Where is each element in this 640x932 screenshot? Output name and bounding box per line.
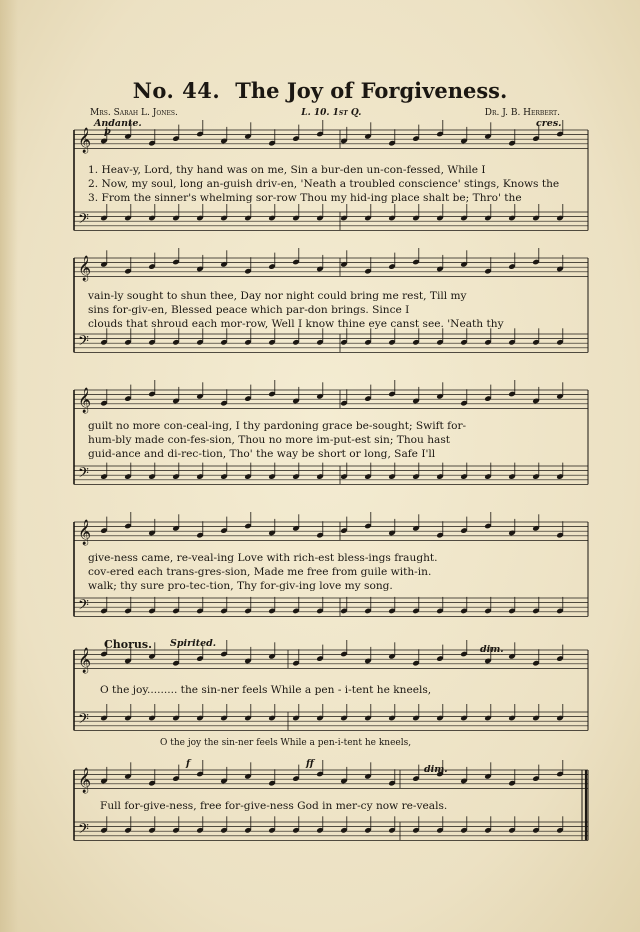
treble-clef: 𝄞 (78, 128, 92, 153)
lyric-line: 3. From the sinner's whelming sor-row Thou my hid-ing place shalt be; Thro' the (88, 192, 522, 204)
lyric-line: clouds that shroud each mor-row, Well I know thine eye canst see. 'Neath thy (88, 318, 504, 330)
lyricist: Mrs. Sarah L. Jones. (90, 108, 178, 118)
dynamic-f: f (186, 758, 191, 769)
bass-clef: 𝄢 (78, 597, 89, 617)
bass-clef: 𝄢 (78, 821, 89, 841)
dynamic-ff: ff (306, 758, 314, 769)
tempo-andante: Andante. (94, 118, 142, 129)
hymn-number: No. 44. (132, 78, 221, 103)
tempo-spirited: Spirited. (170, 638, 217, 649)
dim-mark: dim. (480, 644, 504, 655)
treble-clef: 𝄞 (78, 768, 92, 793)
chorus-bass-lyric: O the joy the sin-ner feels While a pen-i-tent he kneels, (160, 738, 412, 748)
lyric-line: walk; thy sure pro-tec-tion, Thy for-giv-ing love my song. (88, 580, 393, 592)
bass-clef: 𝄢 (78, 711, 89, 731)
bass-clef: 𝄢 (78, 465, 89, 485)
chorus-lyric-2: Full for-give-ness, free for-give-ness God in mer-cy now re-veals. (100, 800, 448, 812)
lyric-line: 2. Now, my soul, long an-guish driv-en, 'Neath a troubled conscience' stings, Knows the (88, 178, 560, 190)
lyric-line: guid-ance and di-rec-tion, Tho' the way be short or long, Safe I'll (88, 448, 436, 460)
composer: Dr. J. B. Herbert. (484, 108, 560, 118)
chorus-lyric: O the joy......... the sin-ner feels While a pen - i-tent he kneels, (100, 684, 432, 696)
treble-clef: 𝄞 (78, 388, 92, 413)
lyric-line: cov-ered each trans-gres-sion, Made me free from guile with-in. (88, 566, 432, 578)
bass-clef: 𝄢 (78, 211, 89, 231)
meter-label: L. 10. 1st Q. (301, 108, 362, 118)
dim-mark-2: dim. (424, 764, 448, 775)
treble-clef: 𝄞 (78, 256, 92, 281)
chorus-label: Chorus. (104, 638, 152, 651)
treble-clef: 𝄞 (78, 520, 92, 545)
lyric-line: hum-bly made con-fes-sion, Thou no more im-put-est sin; Thou hast (88, 434, 451, 446)
lyric-line: guilt no more con-ceal-ing, I thy pardoning grace be-sought; Swift for- (88, 420, 467, 432)
lyric-line: vain-ly sought to shun thee, Day nor night could bring me rest, Till my (88, 290, 467, 302)
dynamic-p: p (104, 126, 111, 137)
lyric-line: 1. Heav-y, Lord, thy hand was on me, Sin a bur-den un-con-fessed, While I (88, 164, 486, 176)
hymn-title: The Joy of Forgiveness. (235, 78, 508, 103)
treble-clef: 𝄞 (78, 648, 92, 673)
lyric-line: give-ness came, re-veal-ing Love with rich-est bless-ings fraught. (88, 552, 438, 564)
bass-clef: 𝄢 (78, 333, 89, 353)
lyric-line: sins for-giv-en, Blessed peace which par-don brings. Since I (88, 304, 410, 316)
cres-mark: cres. (536, 118, 562, 129)
